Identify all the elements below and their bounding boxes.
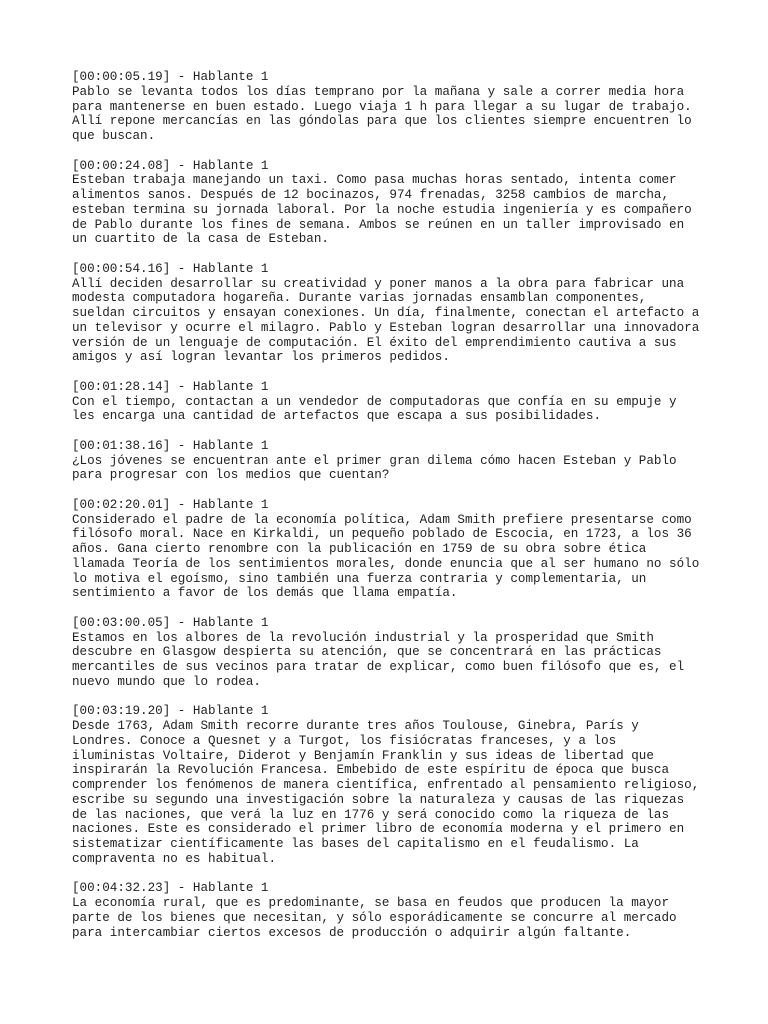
transcript-segment-5	[72, 439, 712, 483]
segment-timestamp-header: [00:01:38.16] - Hablante 1	[72, 438, 269, 453]
segment-text: ¿Los jóvenes se encuentran ante el primer gran dilema cómo hacen Esteban y Pablo para progresar con los medios que cuentan?	[72, 453, 677, 483]
segment-timestamp-header: [00:01:28.14] - Hablante 1	[72, 379, 269, 394]
segment-timestamp-header: [00:00:24.08] - Hablante 1	[72, 158, 269, 173]
transcript-document	[72, 70, 712, 955]
segment-timestamp-header: [00:03:19.20] - Hablante 1	[72, 704, 269, 719]
segment-text: Considerado el padre de la economía política, Adam Smith prefiere presentarse como filósofo moral. Nace en Kirkaldi, un pequeño poblado de Escocia, en 1723, a los 36 años. Gana cierto renombre con la publicación en 1759 de su obra sobre ética llamada Teoría de los sentimientos morales, donde enuncia que al ser humano no sólo lo motiva el egoísmo, sino también una fuerza contraria y complementaria, un sentimiento a favor de los demás que llama empatía.	[72, 512, 700, 601]
segment-text: Con el tiempo, contactan a un vendedor de computadoras que confía en su empuje y les encarga una cantidad de artefactos que escapa a sus posibilidades.	[72, 394, 677, 424]
transcript-segment-4	[72, 380, 712, 424]
transcript-segment-7	[72, 616, 712, 690]
segment-timestamp-header: [00:02:20.01] - Hablante 1	[72, 497, 269, 512]
segment-timestamp-header: [00:04:32.23] - Hablante 1	[72, 881, 269, 896]
transcript-segment-1	[72, 70, 712, 144]
segment-text: Allí deciden desarrollar su creatividad y poner manos a la obra para fabricar una modesta computadora hogareña. Durante varias jornadas ensamblan componentes, sueldan circuitos y ensayan conexiones. Un día, finalmente, conectan el artefacto a un televisor y ocurre el milagro. Pablo y Esteban logran desarrollar una innovadora versión de un lenguaje de computación. El éxito del emprendimiento cautiva a sus amigos y así logran levantar los primeros pedidos.	[72, 276, 700, 365]
segment-text: La economía rural, que es predominante, se basa en feudos que producen la mayor parte de los bienes que necesitan, y sólo esporádicamente se concurre al mercado para intercambiar ciertos excesos de producción o adquirir algún faltante.	[72, 896, 677, 940]
transcript-segment-8	[72, 704, 712, 866]
transcript-segment-2	[72, 159, 712, 248]
segment-text: Desde 1763, Adam Smith recorre durante tres años Toulouse, Ginebra, París y Londres. Conoce a Quesnet y a Turgot, los fisiócratas franceses, y a los iluministas Voltaire, Diderot y Benjamín Franklin y sus ideas de libertad que inspirarán la Revolución Francesa. Embebido de este espíritu de época que busca comprender los fenómenos de manera científica, enfrentado al pensamiento religioso, escribe su segundo una investigación sobre la naturaleza y causas de las riquezas de las naciones, que verá la luz en 1776 y será conocido como la riqueza de las naciones. Este es considerado el primer libro de economía moderna y el primero en sistematizar científicamente las bases del capitalismo en el feudalismo. La compraventa no es habitual.	[72, 719, 700, 866]
segment-timestamp-header: [00:00:05.19] - Hablante 1	[72, 70, 269, 84]
segment-text: Pablo se levanta todos los días temprano por la mañana y sale a correr media hora para mantenerse en buen estado. Luego viaja 1 h para llegar a su lugar de trabajo. Allí repone mercancías en las góndolas para que los clientes siempre encuentren lo que buscan.	[72, 84, 692, 143]
transcript-segment-3	[72, 262, 712, 365]
transcript-segment-9	[72, 881, 712, 940]
segment-text: Estamos en los albores de la revolución industrial y la prosperidad que Smith descubre en Glasgow despierta su atención, que se concentrará en las prácticas mercantiles de sus vecinos para tratar de explicar, como buen filósofo que es, el nuevo mundo que lo rodea.	[72, 630, 685, 689]
transcript-segment-6	[72, 498, 712, 601]
segment-timestamp-header: [00:03:00.05] - Hablante 1	[72, 615, 269, 630]
segment-timestamp-header: [00:00:54.16] - Hablante 1	[72, 261, 269, 276]
segment-text: Esteban trabaja manejando un taxi. Como pasa muchas horas sentado, intenta comer alimentos sanos. Después de 12 bocinazos, 974 frenadas, 3258 cambios de marcha, esteban termina su jornada laboral. Por la noche estudia ingeniería y es compañero de Pablo durante los fines de semana. Ambos se reúnen en un taller improvisado en un cuartito de la casa de Esteban.	[72, 173, 692, 247]
